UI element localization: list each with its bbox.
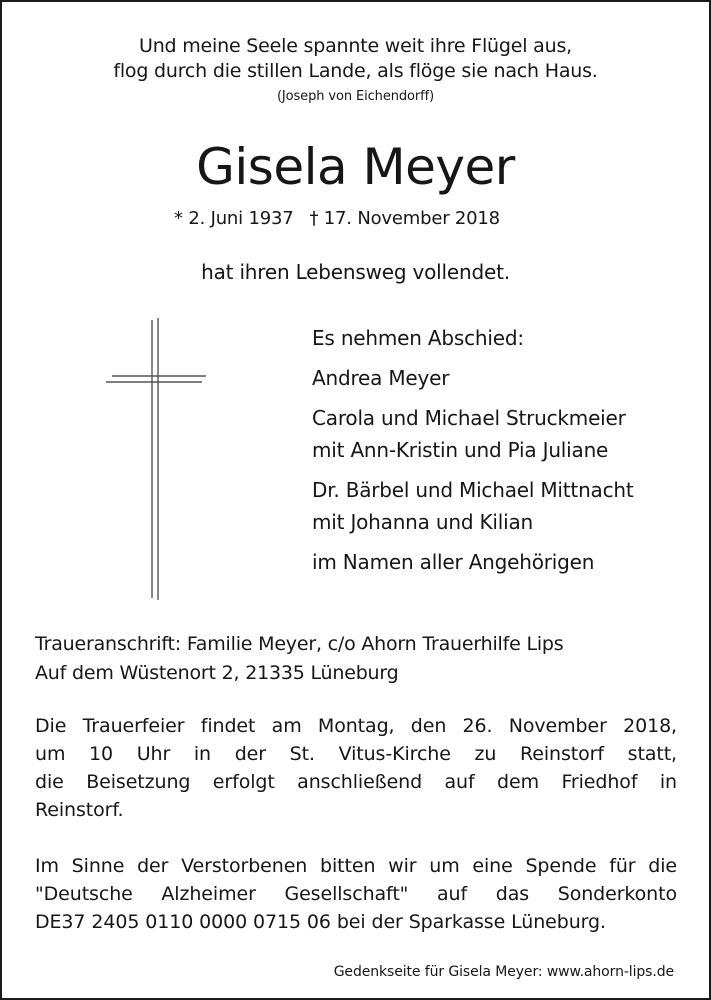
mourner-entry: Dr. Bärbel und Michael Mittnacht [312,478,634,502]
mourner-entry: Carola und Michael Struckmeier [312,406,626,430]
ceremony-line: Die Trauerfeier findet am Montag, den 26. November 2018, [35,715,677,737]
mourner-entry: Andrea Meyer [312,366,450,390]
cross-icon [106,318,210,600]
donation-line: "Deutsche Alzheimer Gesellschaft" auf das Sonderkonto [35,883,677,905]
ceremony-line: die Beisetzung erfolgt anschließend auf dem Friedhof in [35,771,677,793]
birth-date: * 2. Juni 1937 [174,208,294,229]
mourning-address [35,630,563,688]
passing-statement: hat ihren Lebensweg vollendet. [201,260,510,284]
donation-line: DE37 2405 0110 0000 0715 06 bei der Sparkasse Lüneburg. [35,911,606,933]
address-line-1: Traueranschrift: Familie Meyer, c/o Ahorn Trauerhilfe Lips [35,633,564,655]
deceased-name: Gisela Meyer [196,138,515,196]
quote-line-2: flog durch die stillen Lande, als flöge sie nach Haus. [113,60,598,82]
mourners-list [312,322,702,578]
mourners-closing: im Namen aller Angehörigen [312,550,595,574]
mourners-intro: Es nehmen Abschied: [312,326,524,350]
address-line-2: Auf dem Wüstenort 2, 21335 Lüneburg [35,662,399,684]
death-date: † 17. November 2018 [309,208,500,229]
mourner-entry: mit Johanna und Kilian [312,510,533,534]
ceremony-paragraph [35,712,677,824]
quote-line-1: Und meine Seele spannte weit ihre Flügel aus, [139,35,572,57]
ceremony-line: um 10 Uhr in der St. Vitus-Kirche zu Reinstorf statt, [35,743,677,765]
quote-author: (Joseph von Eichendorff) [276,89,435,104]
donation-paragraph [35,852,677,936]
life-dates [174,207,500,231]
mourner-entry: mit Ann-Kristin und Pia Juliane [312,438,609,462]
donation-line: Im Sinne der Verstorbenen bitten wir um eine Spende für die [35,855,677,877]
ceremony-line: Reinstorf. [35,799,124,821]
memorial-page-link: Gedenkseite für Gisela Meyer: www.ahorn-lips.de [333,964,674,980]
